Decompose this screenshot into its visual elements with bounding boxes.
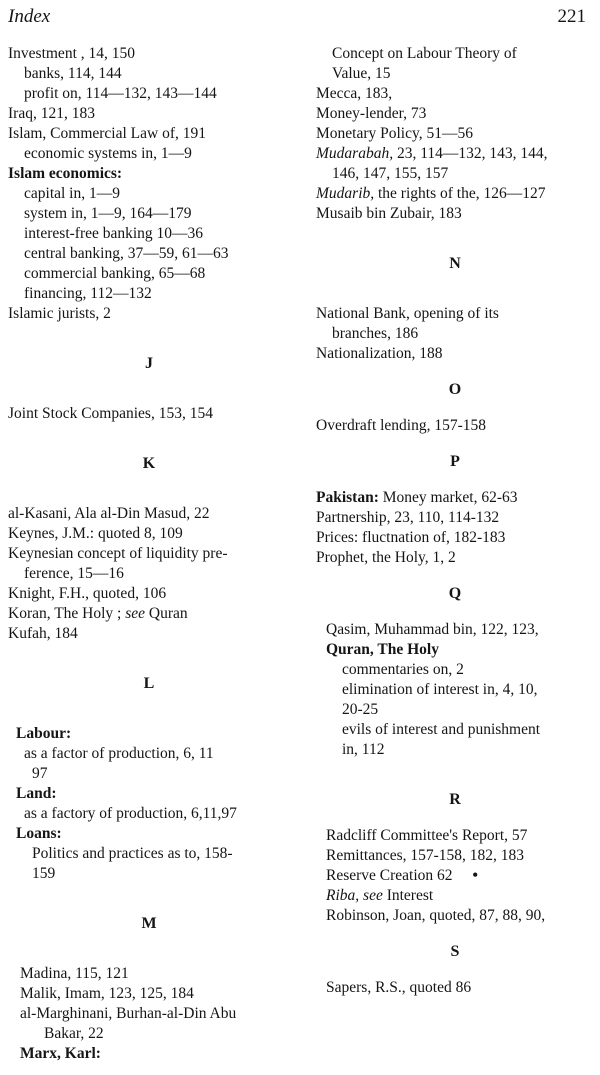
- section-letter-q: Q: [448, 585, 462, 602]
- index-entry-marghinani: al-Marghinani, Burhan-al-Din Abu: [20, 1005, 237, 1022]
- index-entry-labour: Labour:: [16, 725, 72, 742]
- index-entry-marx: Marx, Karl:: [20, 1045, 101, 1062]
- riba-term: Riba,: [326, 887, 360, 904]
- section-letter-m: M: [141, 915, 157, 932]
- index-entry-iraq: Iraq, 121, 183: [8, 105, 95, 122]
- subentry-interest-free-banking: interest-free banking 10—36: [24, 225, 204, 242]
- subentry-investment-banks: banks, 114, 144: [24, 65, 122, 82]
- index-entry-monetary-policy: Monetary Policy, 51—56: [316, 125, 473, 142]
- index-entry-kasani: al-Kasani, Ala al-Din Masud, 22: [8, 505, 210, 522]
- index-entry-reserve-creation: Reserve Creation 62 •: [326, 867, 478, 884]
- index-entry-investment: Investment , 14, 150: [8, 45, 135, 62]
- section-letter-l: L: [143, 675, 155, 692]
- index-entry-musaib: Musaib bin Zubair, 183: [316, 205, 462, 222]
- subentry-capital: capital in, 1—9: [24, 185, 120, 202]
- index-entry-islam: Islam, Commercial Law of, 191: [8, 125, 207, 142]
- see-reference: see: [359, 887, 383, 904]
- running-title: Index: [8, 6, 51, 27]
- index-entry-partnership: Partnership, 23, 110, 114-132: [316, 509, 500, 526]
- see-reference: see: [125, 605, 146, 622]
- index-column-left: [8, 44, 290, 1064]
- stray-dot-mark: •: [472, 867, 478, 884]
- subentry-investment-profit: profit on, 114—132, 143—144: [24, 85, 217, 102]
- index-entry-land: Land:: [16, 785, 57, 802]
- index-entry-mudarabah: Mudarabah, 23, 114—132, 143, 144,: [316, 145, 548, 162]
- index-column-right: [316, 44, 594, 998]
- subentry-islam-economic-systems: economic systems in, 1—9: [24, 145, 192, 162]
- subentry-quran-elimination-cont: 20-25: [342, 701, 379, 718]
- index-entry-concept-labour-theory: Concept on Labour Theory of: [332, 45, 517, 62]
- index-entry-national-bank: National Bank, opening of its: [316, 305, 499, 322]
- subentry-labour-factor: as a factor of production, 6, 11: [24, 745, 214, 762]
- index-entry-radcliff: Radcliff Committee's Report, 57: [326, 827, 528, 844]
- page-header: [8, 6, 586, 30]
- subentry-commercial-banking: commercial banking, 65—68: [24, 265, 206, 282]
- subentry-system: system in, 1—9, 164—179: [24, 205, 192, 222]
- index-entry-mudarib: Mudarib, the rights of the, 126—127: [316, 185, 546, 202]
- subentry-quran-evils: evils of interest and punishment: [342, 721, 541, 738]
- mudarabah-term: Mudarabah,: [316, 145, 394, 162]
- index-entry-mudarabah-cont: 146, 147, 155, 157: [332, 165, 449, 182]
- section-letter-r: R: [449, 791, 461, 808]
- index-entry-robinson: Robinson, Joan, quoted, 87, 88, 90,: [326, 907, 546, 924]
- index-entry-keynesian-cont: ference, 15—16: [24, 565, 124, 582]
- section-letter-n: N: [449, 255, 461, 272]
- index-entry-madina: Madina, 115, 121: [20, 965, 129, 982]
- index-entry-sapers: Sapers, R.S., quoted 86: [326, 979, 472, 996]
- subentry-quran-evils-cont: in, 112: [342, 741, 385, 758]
- index-entry-joint-stock: Joint Stock Companies, 153, 154: [8, 405, 213, 422]
- section-letter-j: J: [145, 355, 153, 372]
- index-entry-koran: Koran, The Holy ; see Quran: [8, 605, 188, 622]
- subentry-quran-elimination: elimination of interest in, 4, 10,: [342, 681, 538, 698]
- index-entry-keynes: Keynes, J.M.: quoted 8, 109: [8, 525, 183, 542]
- index-entry-remittances: Remittances, 157-158, 182, 183: [326, 847, 525, 864]
- subentry-loans-politics-cont: 159: [32, 865, 56, 882]
- section-letter-s: S: [450, 943, 460, 960]
- subentry-land-factory: as a factory of production, 6,11,97: [24, 805, 237, 822]
- index-entry-loans: Loans:: [16, 825, 62, 842]
- index-entry-nationalization: Nationalization, 188: [316, 345, 443, 362]
- section-letter-k: K: [142, 455, 156, 472]
- subentry-central-banking: central banking, 37—59, 61—63: [24, 245, 229, 262]
- index-entry-mecca: Mecca, 183,: [316, 85, 393, 102]
- subentry-loans-politics: Politics and practices as to, 158-: [32, 845, 233, 862]
- section-letter-p: P: [450, 453, 460, 470]
- section-letter-o: O: [448, 381, 462, 398]
- index-entry-prices: Prices: fluctnation of, 182-183: [316, 529, 506, 546]
- subentry-financing: financing, 112—132: [24, 285, 152, 302]
- index-entry-pakistan: Pakistan: Money market, 62-63: [316, 489, 518, 506]
- index-entry-keynesian: Keynesian concept of liquidity pre-: [8, 545, 228, 562]
- index-entry-qasim: Qasim, Muhammad bin, 122, 123,: [326, 621, 539, 638]
- index-entry-islamic-jurists: Islamic jurists, 2: [8, 305, 111, 322]
- pakistan-term: Pakistan:: [316, 489, 379, 506]
- mudarib-term: Mudarib,: [316, 185, 375, 202]
- index-entry-islam-economics: Islam economics:: [8, 165, 123, 182]
- index-entry-riba: Riba, see Interest: [326, 887, 434, 904]
- index-entry-quran: Quran, The Holy: [326, 641, 439, 658]
- index-entry-marghinani-cont: Bakar, 22: [44, 1025, 104, 1042]
- index-entry-money-lender: Money-lender, 73: [316, 105, 427, 122]
- index-entry-concept-labour-theory-cont: Value, 15: [332, 65, 391, 82]
- subentry-quran-commentaries: commentaries on, 2: [342, 661, 464, 678]
- page-number: 221: [557, 6, 586, 27]
- index-entry-prophet: Prophet, the Holy, 1, 2: [316, 549, 456, 566]
- index-entry-knight: Knight, F.H., quoted, 106: [8, 585, 167, 602]
- subentry-labour-factor-cont: 97: [32, 765, 48, 782]
- index-entry-kufah: Kufah, 184: [8, 625, 78, 642]
- index-entry-national-bank-cont: branches, 186: [332, 325, 419, 342]
- index-entry-overdraft: Overdraft lending, 157-158: [316, 417, 487, 434]
- index-entry-malik: Malik, Imam, 123, 125, 184: [20, 985, 194, 1002]
